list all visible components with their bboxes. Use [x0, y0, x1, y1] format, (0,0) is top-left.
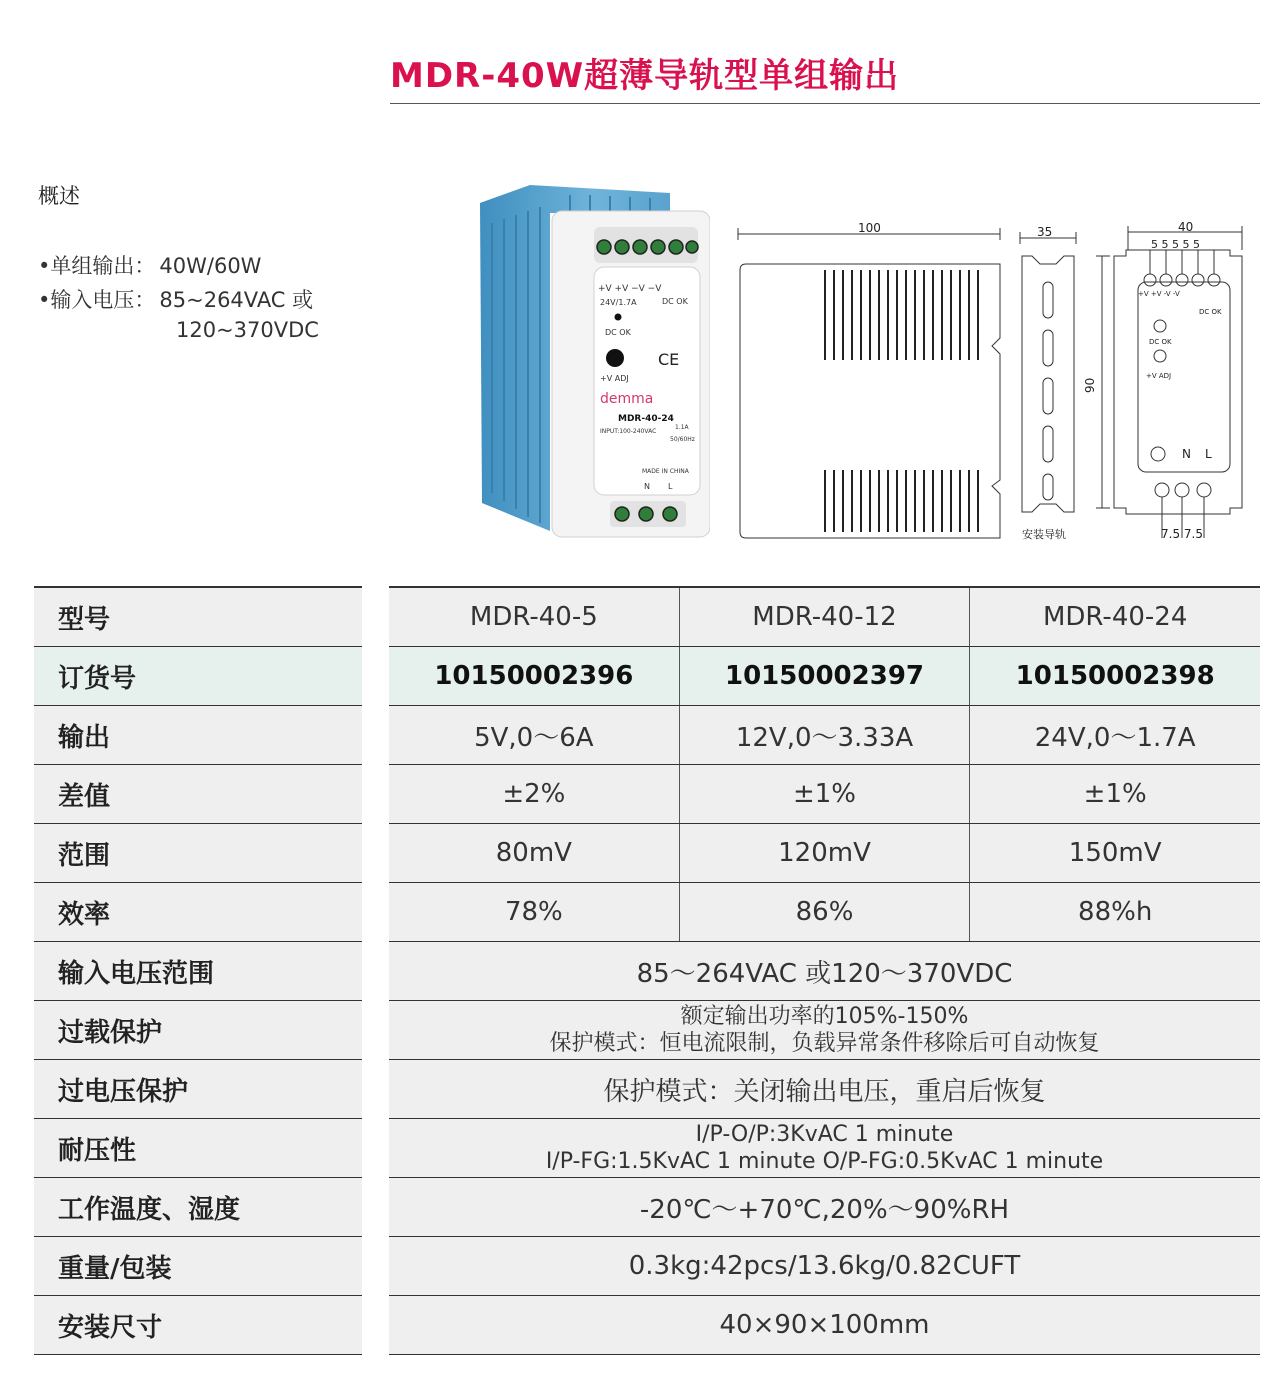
model-cell: MDR-40-12 [679, 588, 970, 646]
table-row-efficiency [389, 883, 1260, 942]
product-n: N [644, 482, 650, 491]
rail-caption: 安装导轨 [1022, 528, 1066, 541]
title-divider [390, 103, 1260, 104]
table-row-withstand [389, 1119, 1260, 1178]
product-dc-ok: DC OK [662, 297, 688, 306]
table-row-output [389, 706, 1260, 765]
product-made-in: MADE IN CHINA [642, 468, 689, 475]
dimension-drawing [730, 220, 1250, 550]
order-no-cell: 10150002398 [969, 647, 1260, 705]
output-cell: 12V,0～3.33A [679, 706, 970, 764]
spec-label: 效率 [34, 883, 362, 942]
spec-label: 范围 [34, 824, 362, 883]
dim-pitch-bottom: 7.5 7.5 [1161, 527, 1203, 541]
temperature-value [389, 1178, 1260, 1236]
dim-height: 90 [1083, 377, 1097, 393]
ripple-cell: 120mV [679, 824, 970, 882]
product-dc-ok-led: DC OK [605, 328, 631, 337]
overview-item-input [38, 284, 313, 314]
spec-value-column [389, 588, 1260, 1355]
weight-value [389, 1237, 1260, 1295]
tolerance-cell: ±1% [969, 765, 1260, 823]
order-no-cell: 10150002396 [434, 661, 634, 691]
spec-label: 订货号 [34, 647, 362, 706]
overview-heading: 概述 [38, 184, 80, 208]
weight-text: 0.3kg:42pcs/13.6kg/0.82CUFT [628, 1251, 1021, 1281]
brand-logo: demma [600, 391, 654, 407]
output-cell: 24V,0～1.7A [969, 706, 1260, 764]
front-l: L [1205, 447, 1212, 461]
size-value [389, 1296, 1260, 1354]
temperature-text: -20℃～+70℃,20%～90%RH [639, 1194, 1010, 1225]
front-dc-ok: DC OK [1199, 308, 1222, 316]
withstand-value [389, 1119, 1260, 1177]
dim-depth: 100 [858, 221, 881, 235]
size-text: 40×90×100mm [719, 1310, 930, 1340]
input-range-text: 85～264VAC 或120～370VDC [636, 958, 1013, 989]
model-cell: MDR-40-24 [969, 588, 1260, 646]
input-range-value [389, 942, 1260, 1000]
overview-label: •输入电压： [38, 288, 156, 312]
table-row-ripple [389, 824, 1260, 883]
spec-label: 型号 [34, 588, 362, 647]
spec-label: 工作温度、湿度 [34, 1178, 362, 1237]
page-title: MDR-40W超薄导轨型单组输出 [390, 56, 900, 96]
table-row-input-range [389, 942, 1260, 1001]
product-terminal-labels: +V +V −V −V [598, 284, 662, 294]
dim-rail-width: 35 [1037, 225, 1053, 239]
overview-value: 120~370VDC [176, 318, 319, 342]
table-row-overload [389, 1001, 1260, 1060]
model-cell: MDR-40-5 [469, 602, 598, 632]
overload-line-2: 保护模式：恒电流限制，负载异常条件移除后可自动恢复 [549, 1031, 1100, 1056]
spec-label: 差值 [34, 765, 362, 824]
spec-label: 过载保护 [34, 1001, 362, 1060]
ce-mark: CE [658, 350, 680, 369]
dim-width: 40 [1178, 220, 1194, 234]
product-photo [470, 183, 710, 538]
front-terminal-labels: +V +V -V -V [1138, 290, 1180, 298]
table-row-overvoltage [389, 1060, 1260, 1119]
table-row-tolerance [389, 765, 1260, 824]
overview-value: 40W/60W [159, 254, 262, 278]
overview-label: •单组输出： [38, 254, 156, 278]
output-cell: 5V,0～6A [474, 722, 594, 753]
spec-label: 安装尺寸 [34, 1296, 362, 1355]
table-row-model [389, 588, 1260, 647]
spec-label: 输出 [34, 706, 362, 765]
product-adj: +V ADJ [600, 374, 629, 383]
dim-pitch-top: 5 5 5 5 5 [1151, 238, 1200, 251]
efficiency-cell: 88%h [969, 883, 1260, 941]
overvoltage-value [389, 1060, 1260, 1118]
withstand-line-2: I/P-FG:1.5KvAC 1 minute O/P-FG:0.5KvAC 1 minute [545, 1149, 1104, 1174]
efficiency-cell: 86% [679, 883, 970, 941]
spec-label-column [34, 588, 362, 1355]
table-row-temperature [389, 1178, 1260, 1237]
product-current: 1.1A [675, 424, 689, 431]
table-row-order-no [389, 647, 1260, 706]
table-row-size [389, 1296, 1260, 1355]
product-input: INPUT:100-240VAC [600, 428, 657, 435]
tolerance-cell: ±1% [679, 765, 970, 823]
overload-value [389, 1001, 1260, 1059]
product-l: L [668, 482, 673, 491]
efficiency-cell: 78% [504, 897, 563, 927]
order-no-cell: 10150002397 [679, 647, 970, 705]
product-rating: 24V/1.7A [600, 298, 637, 307]
ripple-cell: 150mV [969, 824, 1260, 882]
overview-value: 85~264VAC 或 [159, 288, 314, 312]
tolerance-cell: ±2% [502, 779, 566, 809]
product-freq: 50/60Hz [670, 436, 695, 443]
table-row-weight [389, 1237, 1260, 1296]
spec-label: 重量/包装 [34, 1237, 362, 1296]
overload-line-1: 额定输出功率的105%-150% [680, 1004, 969, 1029]
withstand-line-1: I/P-O/P:3KvAC 1 minute [695, 1122, 954, 1147]
front-adj: +V ADJ [1146, 372, 1172, 380]
overview-item-output [38, 250, 261, 280]
spec-label: 输入电压范围 [34, 942, 362, 1001]
overview-item-input-dc [176, 318, 319, 342]
spec-label: 过电压保护 [34, 1060, 362, 1119]
spec-label: 耐压性 [34, 1119, 362, 1178]
front-dc-ok-led: DC OK [1149, 338, 1172, 346]
product-model: MDR-40-24 [618, 414, 674, 424]
front-n: N [1182, 447, 1191, 461]
ripple-cell: 80mV [495, 838, 572, 868]
overvoltage-text: 保护模式：关闭输出电压，重启后恢复 [603, 1076, 1046, 1107]
